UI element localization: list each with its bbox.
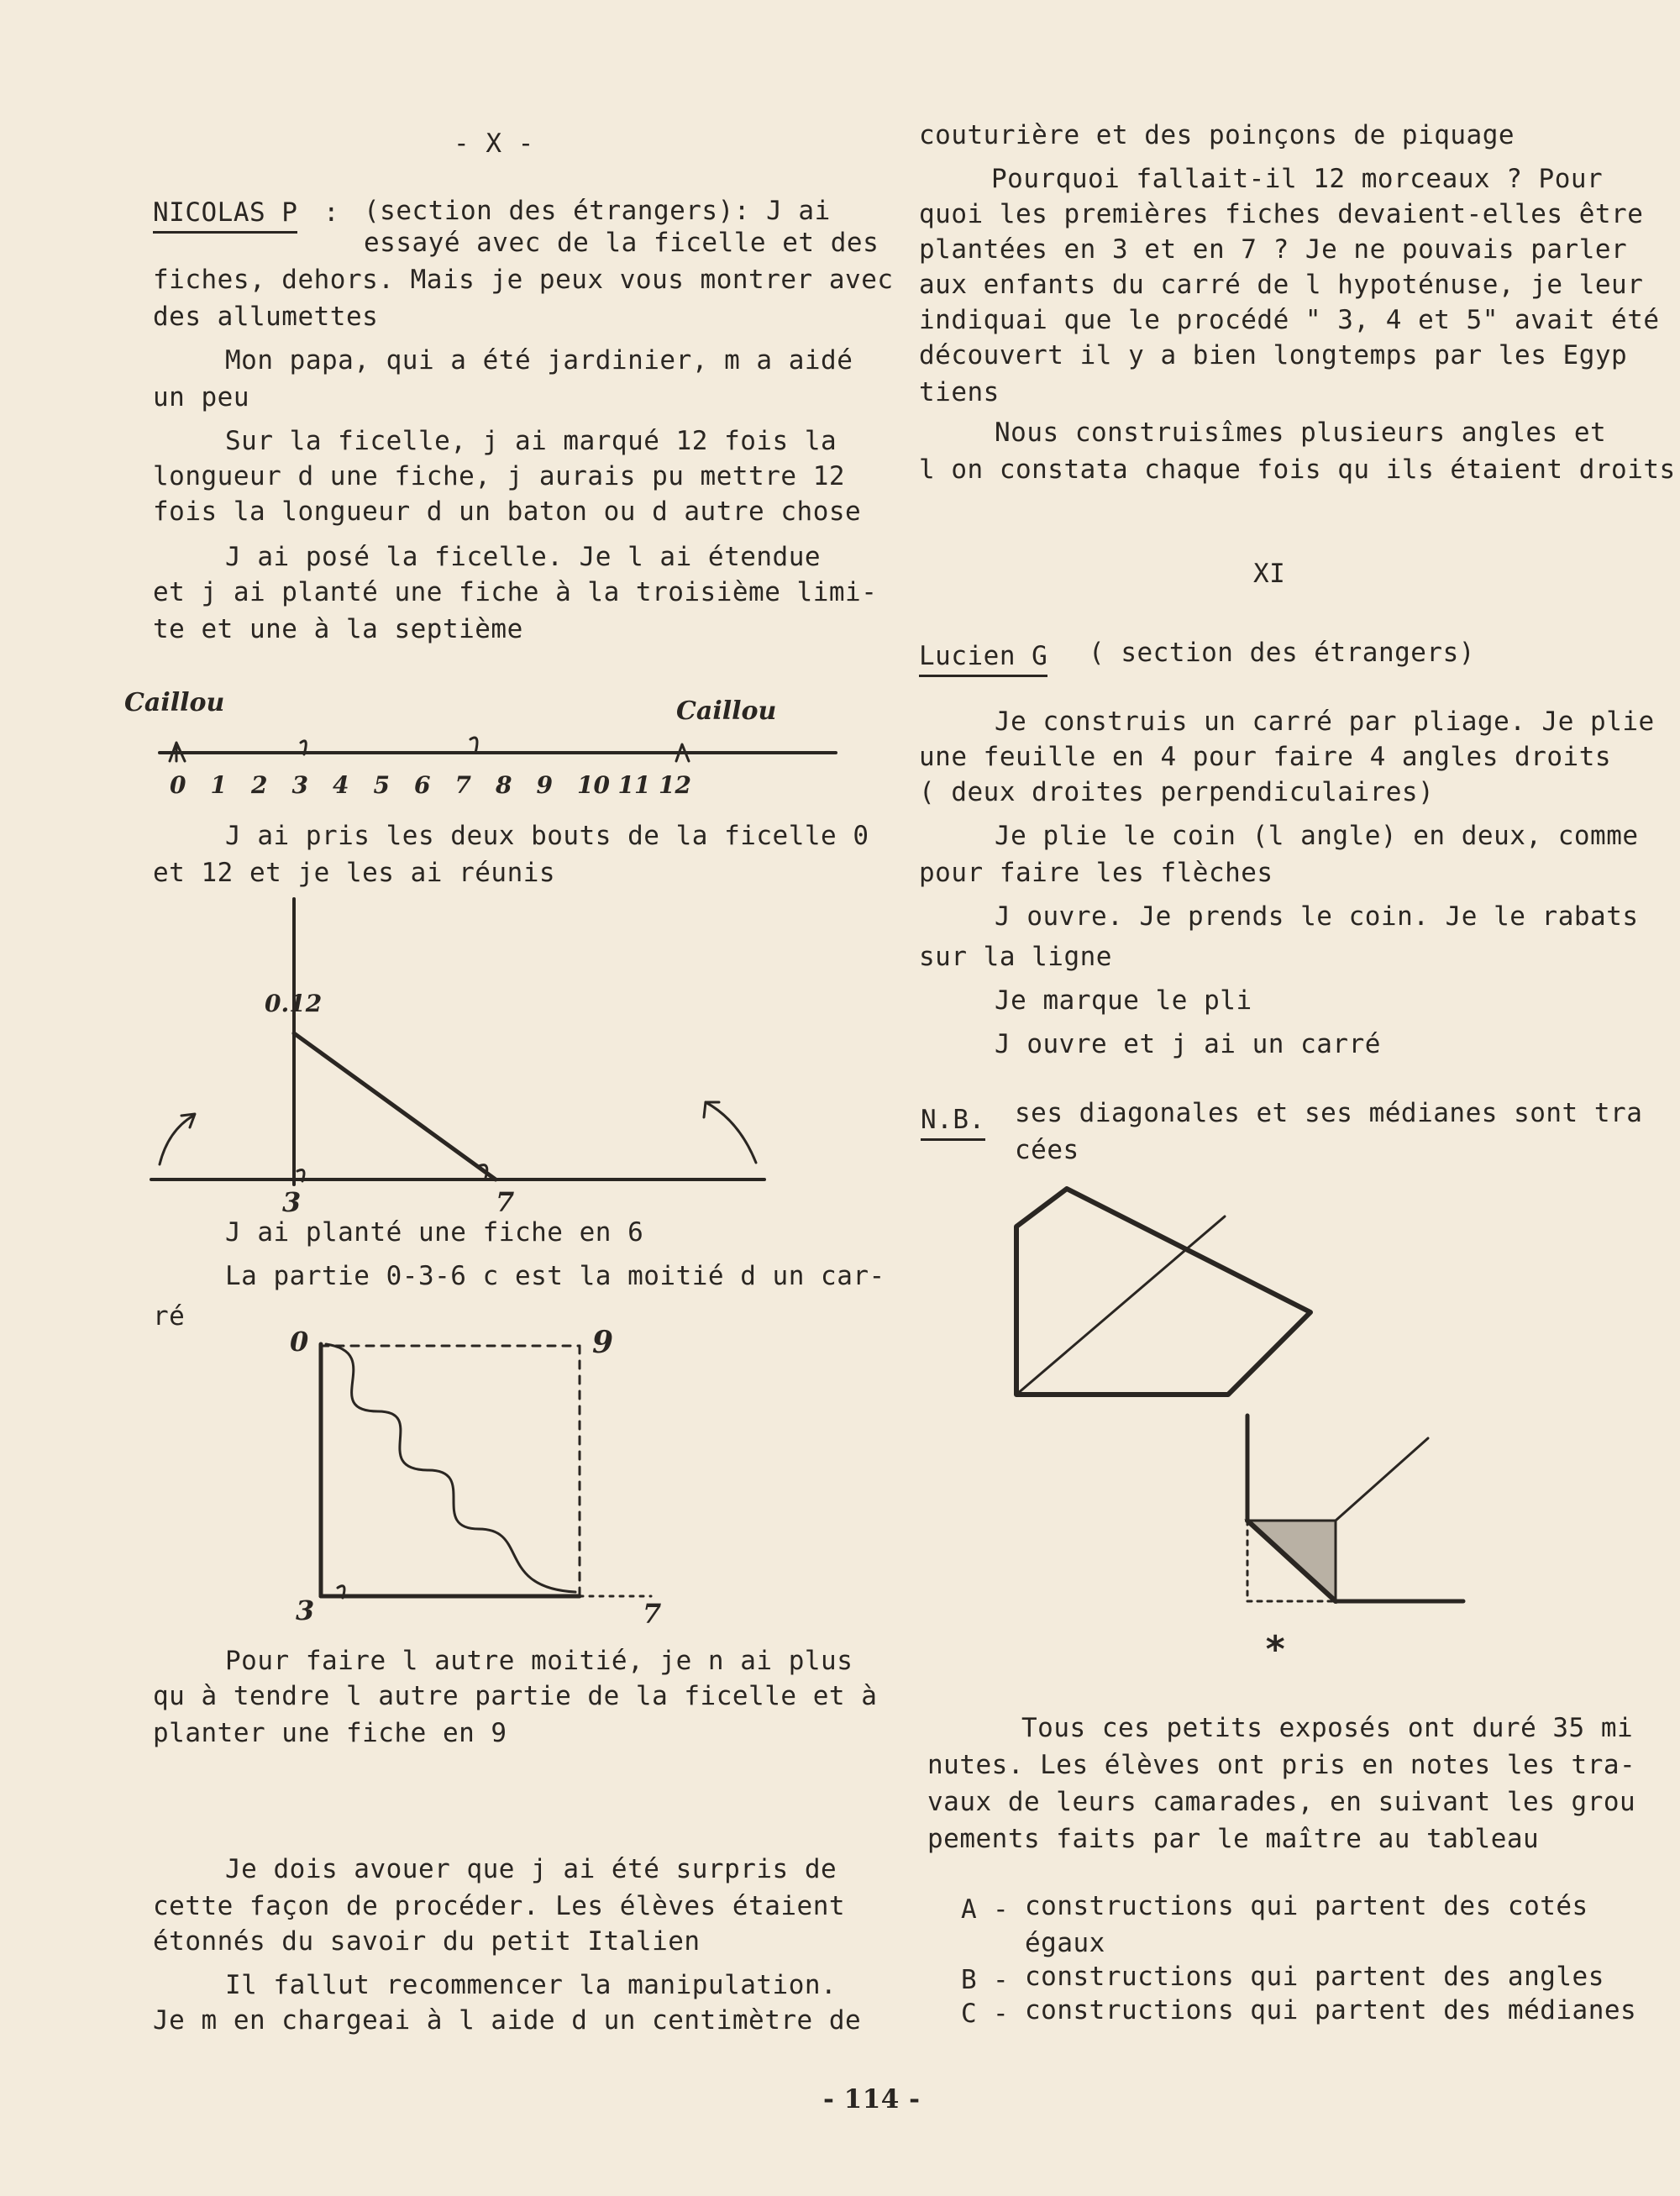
folded-sheet-diagram: [1008, 1176, 1327, 1411]
text-line: ses diagonales et ses médianes sont tra: [1015, 1098, 1643, 1128]
text-line: et 12 et je les ai réunis: [153, 858, 556, 888]
label-0: 0: [290, 1326, 309, 1358]
tick-label: 6: [414, 771, 431, 799]
text-line: Il fallut recommencer la manipulation.: [225, 1970, 837, 2000]
list-item-text: constructions qui partent des angles: [1025, 1962, 1604, 1992]
text-line: vaux de leurs camarades, en suivant les grou: [927, 1787, 1636, 1817]
text-line: cées: [1015, 1135, 1079, 1165]
text-line: quoi les premières fiches devaient-elles être: [919, 199, 1644, 229]
list-dash: -: [993, 1965, 1010, 1995]
star-mark: *: [1264, 1628, 1287, 1671]
tick-label: 2: [251, 771, 268, 799]
text-line: Nous construisîmes plusieurs angles et: [995, 418, 1607, 448]
tick-label: 7: [454, 771, 471, 799]
text-line: tiens: [919, 377, 1000, 407]
text-line: J ai posé la ficelle. Je l ai étendue: [225, 542, 822, 572]
wavy-string: [326, 1344, 575, 1592]
fiche-marker-7: [470, 738, 477, 753]
text-line: Mon papa, qui a été jardinier, m a aidé: [225, 345, 853, 376]
text-line: Je m en chargeai à l aide d un centimètre de: [153, 2005, 862, 2036]
string-diagram: [118, 680, 857, 815]
text-line: essayé avec de la ficelle et des: [364, 228, 879, 258]
text-line: nutes. Les élèves ont pris en notes les tra-: [927, 1750, 1636, 1780]
text-line: sur la ligne: [919, 942, 1112, 972]
text-line: Sur la ficelle, j ai marqué 12 fois la: [225, 426, 837, 456]
square-diagram: [286, 1319, 672, 1630]
tick-label: 12: [659, 771, 691, 799]
text-line: Je plie le coin (l angle) en deux, comme: [995, 821, 1639, 851]
text-line: qu à tendre l autre partie de la ficelle et à: [153, 1681, 878, 1711]
list-letter: C: [961, 1999, 978, 2029]
text-line: fiches, dehors. Mais je peux vous montrer avec: [153, 265, 894, 295]
right-arrow: [706, 1102, 756, 1163]
fold-bisector: [1336, 1438, 1428, 1521]
fold-line: [1016, 1216, 1225, 1395]
nb-label: N.B.: [921, 1107, 985, 1141]
text-line: étonnés du savoir du petit Italien: [153, 1926, 701, 1957]
text-line: une feuille en 4 pour faire 4 angles droits: [919, 742, 1612, 772]
section-heading-x: - X -: [454, 129, 534, 159]
author-name-lucien: Lucien G: [919, 644, 1047, 677]
hypotenuse-line: [294, 1033, 496, 1179]
label-7: 7: [643, 1598, 662, 1630]
text-line: l on constata chaque fois qu ils étaient droits: [919, 454, 1676, 485]
tick-label: 1: [210, 771, 227, 799]
left-arrow: [160, 1116, 193, 1164]
text-line: Je dois avouer que j ai été surpris de: [225, 1854, 837, 1884]
text-line: des allumettes: [153, 302, 379, 332]
tick-label: 0: [170, 771, 186, 799]
left-arrow-head: [181, 1114, 195, 1127]
text-line: cette façon de procéder. Les élèves étaient: [153, 1891, 846, 1921]
text-line: indiquai que le procédé " 3, 4 et 5" avait été: [919, 305, 1660, 335]
tick-label: 4: [333, 771, 349, 799]
text-line: J ouvre et j ai un carré: [995, 1029, 1381, 1059]
text-line: J ouvre. Je prends le coin. Je le rabats: [995, 901, 1639, 932]
text-line: (section des étrangers): J ai: [364, 196, 831, 226]
text-line: te et une à la septième: [153, 614, 523, 644]
list-item-text: égaux: [1025, 1928, 1105, 1958]
label-9: 9: [592, 1325, 614, 1360]
text-line: Je marque le pli: [995, 985, 1252, 1016]
page-number: - 114 -: [823, 2084, 921, 2115]
tick-label: 10: [577, 771, 610, 799]
text-line: fois la longueur d un baton ou d autre chose: [153, 496, 862, 527]
tick-label: 8: [496, 771, 512, 799]
text-line: un peu: [153, 382, 249, 412]
text-line: couturière et des poinçons de piquage: [919, 120, 1515, 150]
caillou-right-label: Caillou: [676, 696, 777, 726]
label-0-12: 0.12: [265, 990, 323, 1017]
text-line: ( deux droites perpendiculaires): [919, 777, 1435, 807]
label-3: 3: [282, 1186, 302, 1218]
section-heading-xi: XI: [1253, 559, 1286, 589]
tick-label: 5: [373, 771, 390, 799]
list-item-text: constructions qui partent des médianes: [1025, 1995, 1637, 2025]
text-line: aux enfants du carré de l hypoténuse, je leur: [919, 270, 1644, 300]
text-line: découvert il y a bien longtemps par les Egyp: [919, 340, 1628, 370]
corner-fold-diagram: [1235, 1411, 1478, 1613]
text-line: pements faits par le maître au tableau: [927, 1824, 1540, 1854]
text-line: La partie 0-3-6 c est la moitié d un car-: [225, 1261, 885, 1291]
list-dash: -: [993, 1999, 1010, 2029]
text-line: ré: [153, 1301, 186, 1332]
sheet-outline: [1016, 1189, 1310, 1395]
author-name-nicolas: NICOLAS P: [153, 200, 297, 234]
text-line: Pourquoi fallait-il 12 morceaux ? Pour: [991, 164, 1604, 194]
text-line: longueur d une fiche, j aurais pu mettre 12: [153, 461, 846, 491]
label-7: 7: [496, 1186, 515, 1218]
triangle-diagram: [143, 899, 781, 1218]
text-line: Je construis un carré par pliage. Je plie: [995, 707, 1655, 737]
tick-labels: [170, 771, 691, 799]
text-line: planter une fiche en 9: [153, 1718, 507, 1748]
author-section: ( section des étrangers): [1089, 638, 1475, 668]
tick-label: 9: [536, 771, 553, 799]
list-letter: A: [961, 1894, 978, 1925]
text-line: et j ai planté une fiche à la troisième limi-: [153, 577, 878, 607]
author-separator: :: [323, 197, 340, 228]
caillou-left-label: Caillou: [124, 688, 225, 717]
label-3: 3: [296, 1594, 315, 1626]
text-line: plantées en 3 et en 7 ? Je ne pouvais parler: [919, 234, 1628, 265]
tick-label: 3: [291, 771, 308, 799]
text-line: J ai pris les deux bouts de la ficelle 0: [225, 821, 869, 851]
tick-label: 11: [617, 771, 651, 799]
list-dash: -: [993, 1894, 1010, 1925]
text-line: Tous ces petits exposés ont duré 35 mi: [1021, 1713, 1634, 1743]
text-line: Pour faire l autre moitié, je n ai plus: [225, 1646, 853, 1676]
text-line: pour faire les flèches: [919, 858, 1273, 888]
list-letter: B: [961, 1965, 978, 1995]
text-line: J ai planté une fiche en 6: [225, 1217, 644, 1248]
list-item-text: constructions qui partent des cotés: [1025, 1891, 1588, 1921]
